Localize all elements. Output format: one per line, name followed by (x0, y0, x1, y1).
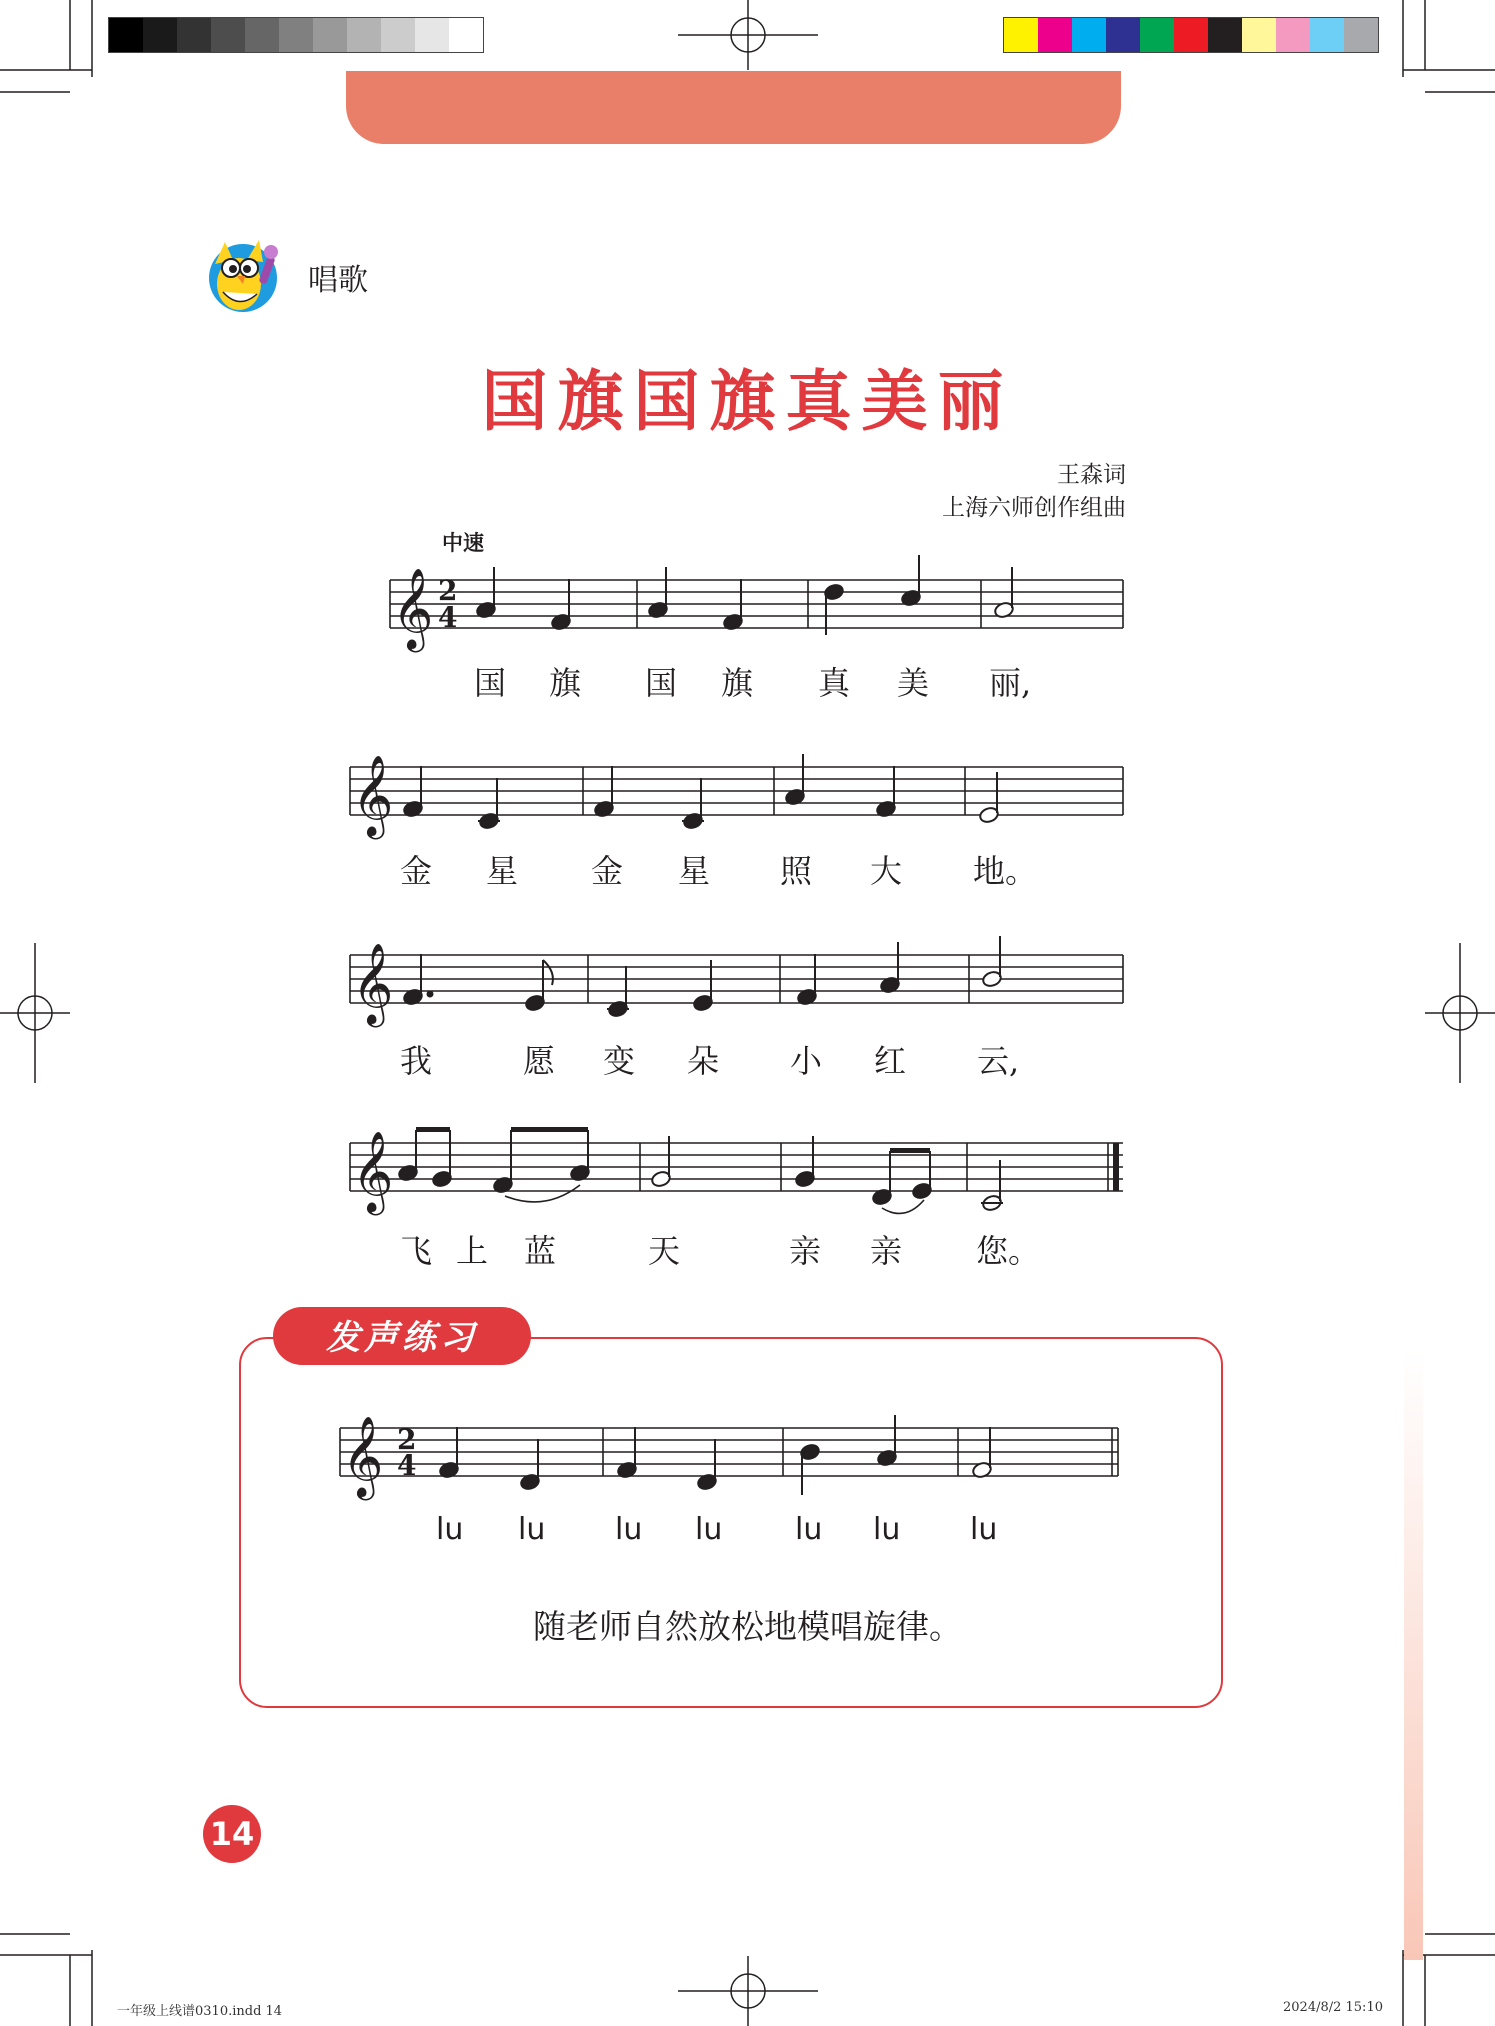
lyric-syllable: 金 (400, 852, 433, 890)
page-number: 14 (203, 1805, 261, 1863)
lyric-syllable: 朵 (687, 1042, 720, 1080)
staff-2 (350, 767, 1123, 815)
lyric-syllable: 天 (648, 1232, 681, 1270)
song-title: 国旗国旗真美丽 (481, 362, 1014, 440)
lyric-syllable: 飞 (400, 1232, 433, 1270)
lyric-syllable: 我 (400, 1042, 433, 1080)
lyric-syllable: 照 (780, 852, 813, 890)
lyric-syllable: 您。 (976, 1232, 1041, 1270)
lyric-syllable: 国 (474, 664, 507, 702)
lyric-syllable: 小 (790, 1042, 823, 1080)
exercise-syllable: lu (436, 1512, 464, 1547)
vocal-exercise-label: 发声练习 (326, 1318, 478, 1358)
exercise-syllable: lu (615, 1512, 643, 1547)
lyric-syllable: 大 (870, 852, 903, 890)
time-signature-bottom: 4 (397, 1449, 417, 1482)
lyric-syllable: 真 (818, 664, 851, 702)
lyric-syllable: 金 (591, 852, 624, 890)
lyric-syllable: 丽, (989, 664, 1032, 702)
footer-timestamp: 2024/8/2 15:10 (1283, 2000, 1383, 2015)
exercise-syllable: lu (970, 1512, 998, 1547)
tempo-marking: 中速 (442, 531, 484, 555)
exercise-syllable: lu (873, 1512, 901, 1547)
time-signature-top: 2 (397, 1423, 417, 1456)
staff-3 (350, 955, 1123, 1003)
lyric-syllable: 亲 (870, 1232, 903, 1270)
treble-clef: 𝄞 (392, 567, 434, 649)
lyric-syllable: 愿 (523, 1042, 556, 1080)
time-signature-top: 2 (438, 574, 458, 607)
section-label: 唱歌 (308, 263, 368, 298)
exercise-syllable: lu (795, 1512, 823, 1547)
vocal-exercise-box (239, 1337, 1223, 1708)
lyric-syllable: 星 (486, 852, 519, 890)
composer-credit: 上海六师创作组曲 (942, 495, 1126, 521)
lyric-syllable: 蓝 (524, 1232, 557, 1270)
treble-clef: 𝄞 (352, 1130, 394, 1212)
lyric-syllable: 星 (678, 852, 711, 890)
lyric-syllable: 地。 (973, 852, 1038, 890)
lyric-syllable: 美 (897, 664, 930, 702)
lyricist-credit: 王森词 (1057, 462, 1126, 488)
lyric-syllable: 亲 (789, 1232, 822, 1270)
staff-4 (350, 1143, 1123, 1191)
footer-filename: 一年级上线谱0310.indd 14 (117, 2004, 283, 2019)
lyric-syllable: 红 (874, 1042, 907, 1080)
treble-clef: 𝄞 (352, 942, 394, 1024)
lyric-syllable: 旗 (549, 664, 582, 702)
exercise-syllable: lu (695, 1512, 723, 1547)
lyric-syllable: 旗 (721, 664, 754, 702)
exercise-syllable: lu (518, 1512, 546, 1547)
staff-1 (390, 580, 1123, 628)
lyric-syllable: 上 (456, 1232, 489, 1270)
treble-clef: 𝄞 (342, 1415, 384, 1497)
lyric-syllable: 云, (977, 1042, 1020, 1080)
lyric-syllable: 国 (645, 664, 678, 702)
time-signature-bottom: 4 (438, 601, 458, 634)
exercise-instruction: 随老师自然放松地模唱旋律。 (533, 1607, 962, 1646)
treble-clef: 𝄞 (352, 754, 394, 836)
lyric-syllable: 变 (603, 1042, 636, 1080)
